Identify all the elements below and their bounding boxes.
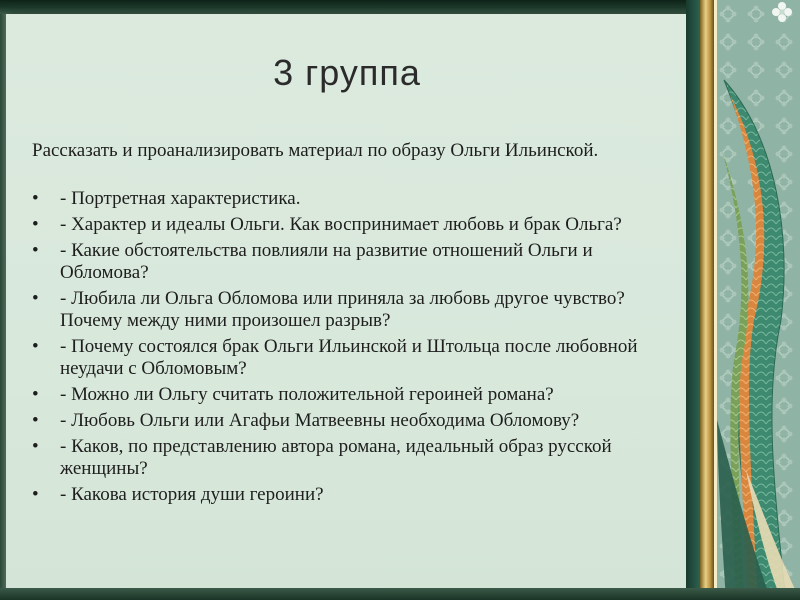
bullet-icon: • <box>32 436 39 457</box>
bullet-icon: • <box>32 288 39 309</box>
list-item-text: - Можно ли Ольгу считать положительной героиней романа? <box>60 384 554 405</box>
list-item <box>32 436 652 480</box>
list-item-text: - Каков, по представлению автора романа, идеальный образ русской женщины? <box>60 436 612 479</box>
slide-title-text: 3 группа <box>273 52 421 93</box>
decorative-ornament-panel <box>686 0 800 600</box>
bullet-list <box>32 188 652 510</box>
list-item-text: - Почему состоялся брак Ольги Ильинской и Штольца после любовной неудачи с Обломовым? <box>60 336 638 379</box>
list-item-text: - Любила ли Ольга Обломова или приняла за любовь другое чувство? Почему между ними произошел разрыв? <box>60 288 625 331</box>
slide-intro-text: Рассказать и проанализировать материал по образу Ольги Ильинской. <box>32 140 599 161</box>
slide-top-border <box>0 0 800 14</box>
list-item <box>32 384 652 406</box>
bullet-icon: • <box>32 214 39 235</box>
list-item <box>32 336 652 380</box>
slide-title <box>0 52 694 94</box>
list-item <box>32 188 652 210</box>
slide-bottom-border <box>0 588 800 600</box>
bullet-icon: • <box>32 410 39 431</box>
list-item-text: - Характер и идеалы Ольги. Как воспринимает любовь и брак Ольга? <box>60 214 622 235</box>
list-item <box>32 214 652 236</box>
bullet-icon: • <box>32 336 39 357</box>
bullet-icon: • <box>32 484 39 505</box>
list-item-text: - Какие обстоятельства повлияли на развитие отношений Ольги и Обломова? <box>60 240 593 283</box>
bullet-icon: • <box>32 240 39 261</box>
list-item-text: - Какова история души героини? <box>60 484 324 505</box>
list-item-text: - Портретная характеристика. <box>60 188 301 209</box>
list-item <box>32 484 652 506</box>
list-item <box>32 240 652 284</box>
list-item <box>32 288 652 332</box>
list-item-text: - Любовь Ольги или Агафьи Матвеевны необходима Обломову? <box>60 410 580 431</box>
bullet-icon: • <box>32 188 39 209</box>
list-item <box>32 410 652 432</box>
bullet-icon: • <box>32 384 39 405</box>
